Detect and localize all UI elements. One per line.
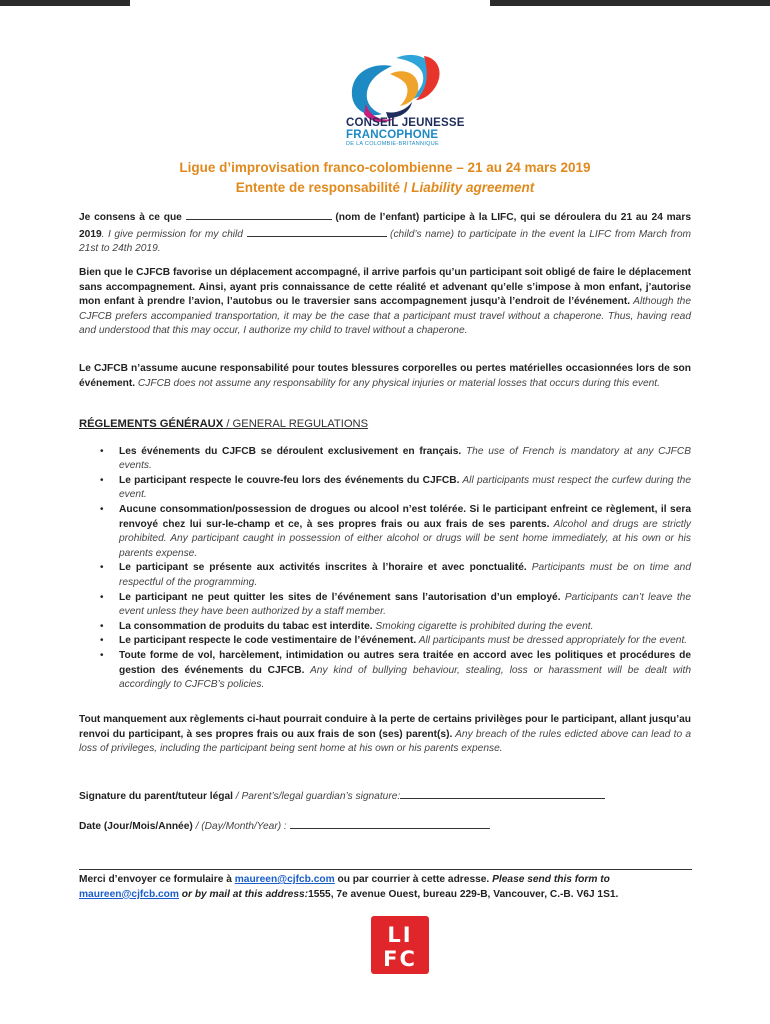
consent-en-a: . I give permission for my child <box>101 228 247 240</box>
footer-en-a: Please send this form to <box>492 874 610 885</box>
travel-en: Although the CJFCB prefers accompanied transportation, it may be the case that a participant must travel without a chaperone. Thus, having read and understood that this may occur, I authorize my child to travel without a chaperone. <box>79 296 691 337</box>
rule-fr: Aucune consommation/possession de drogues ou alcool n’est tolérée. Si le participant enfreint ce règlement, il sera renvoyé chez lui sur-le-champ et ce, à ses propres frais ou aux frais de ses parents. <box>119 503 691 530</box>
rule-en: Any kind of bullying behaviour, stealing, loss or harassment will be dealt with accordingly to CJFCB’s policies. <box>119 664 691 691</box>
footer-fr-a: Merci d’envoyer ce formulaire à <box>79 874 235 885</box>
liability-paragraph <box>79 362 691 391</box>
rule-en: Participants can’t leave the event unless they have been authorized by a staff member. <box>119 591 691 618</box>
rule-en: All participants must be dressed appropriately for the event. <box>416 635 688 647</box>
email-link-2[interactable]: maureen@cjfcb.com <box>79 888 179 900</box>
date-label-en: / (Day/Month/Year) : <box>192 821 290 832</box>
rule-fr: La consommation de produits du tabac est interdite. <box>119 620 373 632</box>
rule-en: Smoking cigarette is prohibited during the event. <box>372 620 594 632</box>
regulations-heading-fr: RÉGLEMENTS GÉNÉRAUX <box>79 418 224 430</box>
liability-fr: Le CJFCB n’assume aucune responsabilité pour toutes blessures corporelles ou pertes matérielles occasionnées lors de son événement. <box>79 363 691 389</box>
regulations-heading-sep: / <box>223 418 233 430</box>
list-item <box>79 474 691 503</box>
top-edge-right <box>490 0 770 6</box>
bullet-icon: • <box>100 503 104 515</box>
list-item <box>79 561 691 590</box>
lifc-logo-top: LI <box>387 923 413 947</box>
signature-label-fr: Signature du parent/tuteur légal <box>79 791 233 802</box>
bullet-icon: • <box>100 562 104 574</box>
cjfcb-logo-text <box>346 117 496 148</box>
rule-fr: Toute forme de vol, harcèlement, intimidation ou autres sera traitée en accord avec les politiques et procédures de gestion des événements du CJFCB. <box>119 649 691 676</box>
rule-en: Participants must be on time and respectful of the programming. <box>119 562 691 588</box>
bullet-icon: • <box>100 649 104 661</box>
document-subtitle <box>0 180 770 195</box>
footer-address: 1555, 7e avenue Ouest, bureau 229-B, Vancouver, C.-B. V6J 1S1. <box>308 888 619 900</box>
date-label-fr: Date (Jour/Mois/Année) <box>79 821 193 832</box>
bullet-icon: • <box>100 474 104 486</box>
rule-fr: Le participant respecte le couvre-feu lors des événements du CJFCB. <box>119 474 460 486</box>
footer-paragraph <box>79 873 691 902</box>
lifc-logo-bottom: FC <box>383 947 417 971</box>
list-item <box>79 634 691 649</box>
bullet-icon: • <box>100 591 104 603</box>
child-name-field-en[interactable] <box>247 226 387 237</box>
regulations-heading-en: GENERAL REGULATIONS <box>232 418 369 430</box>
footer-en-b: or by mail at this address: <box>178 888 309 900</box>
logo-line-1: CONSEIL JEUNESSE <box>346 117 465 129</box>
footer-fr-b: ou par courrier à cette adresse. <box>334 874 493 885</box>
top-edge-bar <box>0 0 770 6</box>
list-item <box>79 445 691 474</box>
subtitle-fr: Entente de responsabilité / <box>235 180 412 195</box>
document-title: Ligue d’improvisation franco-colombienne – 21 au 24 mars 2019 <box>179 160 591 175</box>
subtitle-en: Liability agreement <box>411 180 535 195</box>
liability-en: CJFCB does not assume any responsability for any physical injuries or material losses that occurs during this event. <box>135 377 660 389</box>
list-item <box>79 620 691 635</box>
regulations-section <box>79 417 691 693</box>
child-name-field-fr[interactable] <box>186 209 332 220</box>
consent-en-b: (child’s name) to participate in the event la LIFC from March from 21st to 24th 2019. <box>79 228 692 255</box>
breach-paragraph <box>79 713 691 757</box>
signature-line <box>79 788 691 805</box>
lifc-logo <box>371 916 429 974</box>
list-item <box>79 591 691 620</box>
regulations-list <box>79 445 691 693</box>
breach-fr: Tout manquement aux règlements ci-haut pourrait conduire à la perte de certains privilèges pour le participant, allant jusqu’au renvoi du participant, à ses propres frais ou aux frais de son (ses) parent(s). <box>79 714 691 740</box>
consent-fr-a: Je consens à ce que <box>79 212 186 223</box>
signature-field[interactable] <box>400 788 605 799</box>
list-item <box>79 503 691 561</box>
rule-en: All participants must respect the curfew during the event. <box>119 474 691 501</box>
rule-fr: Les événements du CJFCB se déroulent exclusivement en français. <box>119 445 462 457</box>
regulations-heading <box>79 417 691 432</box>
date-line <box>79 818 691 835</box>
top-edge-left <box>0 0 130 6</box>
logo-line-2: FRANCOPHONE <box>346 129 439 142</box>
list-item <box>79 649 691 693</box>
consent-paragraph <box>79 209 691 257</box>
rule-fr: Le participant se présente aux activités inscrites à l’horaire et avec ponctualité. <box>119 562 527 574</box>
rule-en: Alcohol and drugs are strictly prohibited. Any participant caught in possession of either alcohol or drugs will be sent home immediately, at his own or his parents expense. <box>119 518 691 559</box>
bullet-icon: • <box>100 445 104 457</box>
bullet-icon: • <box>100 620 104 632</box>
rule-fr: Le participant respecte le code vestimentaire de l’événement. <box>119 635 417 647</box>
email-link-1[interactable]: maureen@cjfcb.com <box>234 874 335 885</box>
footer-divider <box>79 869 692 870</box>
rule-en: The use of French is mandatory at any CJFCB events. <box>119 445 691 472</box>
rule-fr: Le participant ne peut quitter les sites de l’événement sans l’autorisation d’un employé. <box>119 591 561 603</box>
travel-fr: Bien que le CJFCB favorise un déplacement accompagné, il arrive parfois qu’un participant soit obligé de faire le déplacement sans accompagnement. Ainsi, ayant pris connaissance de cette réalité et advenant qu’elle s’impose à mon enfant, j’autorise mon enfant à prendre l’avion, l’autobus ou le traversier sans accompagnement jusqu’à l’endroit de l’événement. <box>79 267 691 308</box>
logo-line-3: DE LA COLOMBIE-BRITANNIQUE <box>346 141 439 148</box>
travel-paragraph <box>79 266 691 339</box>
bullet-icon: • <box>100 635 104 647</box>
consent-fr-b: (nom de l’enfant) participe à la LIFC, qui se déroulera du 21 au 24 mars 2019 <box>79 212 691 240</box>
date-field[interactable] <box>290 818 490 829</box>
breach-en: Any breach of the rules edicted above can lead to a loss of privileges, including the participant being sent home at his own or his parents expense. <box>79 728 691 755</box>
signature-label-en: / Parent’s/legal guardian’s signature: <box>232 791 401 802</box>
